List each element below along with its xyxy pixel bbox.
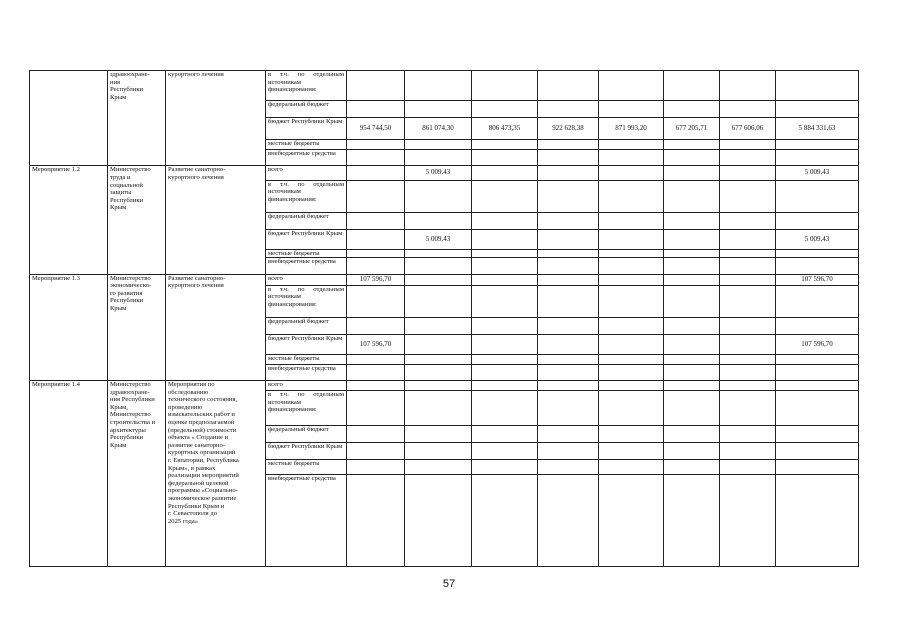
year-value-cell xyxy=(664,166,720,180)
year-value-cell xyxy=(472,391,538,426)
year-value-cell xyxy=(405,335,472,354)
year-value-cell xyxy=(538,285,599,317)
year-value-cell xyxy=(720,71,776,101)
year-value-cell xyxy=(405,140,472,150)
year-value-cell xyxy=(472,318,538,335)
year-value-cell xyxy=(472,230,538,249)
funding-source-label: внебюджетные средства xyxy=(266,258,347,274)
year-value-cell xyxy=(599,71,664,101)
year-value-cell xyxy=(538,391,599,426)
total-cell xyxy=(776,180,859,212)
funding-source-label: внебюджетные средства xyxy=(266,150,347,166)
year-value-cell xyxy=(405,258,472,274)
year-value-cell xyxy=(599,354,664,364)
year-value-cell xyxy=(664,180,720,212)
total-cell xyxy=(776,460,859,475)
year-value-cell xyxy=(347,101,405,117)
year-value-cell xyxy=(720,166,776,180)
event-cell: Мероприятие 1.4 xyxy=(30,381,108,567)
year-value-cell xyxy=(664,318,720,335)
event-title-cell: Развитие санаторно- курортного лечения xyxy=(166,166,266,274)
event-cell: Мероприятие 1.3 xyxy=(30,274,108,381)
year-value-cell xyxy=(720,150,776,166)
event-title-cell: Мероприятия по обследованию технического состояния, проведению изыскательских работ и оценке предполагаемой (предельной) стоимости объекта « Создание и развитие санаторно- курортных организаций г. Евпатории, Республика Крым», в рамках реализации мероприятий федеральной целевой программы «Социально- экономическое развитие Республики Крым и г. Севастополя до 2025 года» xyxy=(166,381,266,567)
year-value-cell xyxy=(664,443,720,460)
funding-source-label: бюджет Республики Крым xyxy=(266,335,347,354)
year-value-cell xyxy=(405,391,472,426)
year-value-cell xyxy=(664,381,720,391)
year-value-cell xyxy=(664,285,720,317)
year-value-cell xyxy=(405,274,472,285)
funding-source-label: федеральный бюджет xyxy=(266,425,347,442)
year-value-cell xyxy=(538,249,599,258)
year-value-cell xyxy=(538,274,599,285)
year-value-cell xyxy=(538,425,599,442)
year-value-cell xyxy=(664,258,720,274)
year-value-cell xyxy=(405,150,472,166)
year-value-cell xyxy=(538,258,599,274)
total-cell: 5 884 331,63 xyxy=(776,117,859,139)
table-row xyxy=(30,381,859,391)
year-value-cell xyxy=(720,285,776,317)
year-value-cell xyxy=(347,460,405,475)
funding-source-label: местные бюджеты xyxy=(266,140,347,150)
year-value-cell xyxy=(405,443,472,460)
total-cell xyxy=(776,150,859,166)
year-value-cell xyxy=(720,381,776,391)
year-value-cell xyxy=(538,443,599,460)
year-value-cell xyxy=(599,460,664,475)
total-cell xyxy=(776,71,859,101)
total-cell xyxy=(776,213,859,230)
year-value-cell: 677 205,71 xyxy=(664,117,720,139)
year-value-cell xyxy=(720,180,776,212)
year-value-cell xyxy=(538,180,599,212)
year-value-cell xyxy=(720,140,776,150)
year-value-cell xyxy=(472,140,538,150)
year-value-cell xyxy=(599,101,664,117)
funding-source-label: бюджет Республики Крым xyxy=(266,443,347,460)
year-value-cell xyxy=(347,381,405,391)
year-value-cell xyxy=(664,475,720,567)
year-value-cell xyxy=(405,180,472,212)
year-value-cell xyxy=(664,101,720,117)
total-cell: 5 009,43 xyxy=(776,166,859,180)
total-cell xyxy=(776,140,859,150)
funding-source-label: бюджет Республики Крым xyxy=(266,117,347,139)
year-value-cell xyxy=(472,381,538,391)
year-value-cell xyxy=(599,335,664,354)
year-value-cell xyxy=(405,285,472,317)
funding-source-label: местные бюджеты xyxy=(266,460,347,475)
year-value-cell xyxy=(405,101,472,117)
table-row xyxy=(30,274,859,285)
year-value-cell xyxy=(472,285,538,317)
year-value-cell: 922 628,38 xyxy=(538,117,599,139)
year-value-cell xyxy=(664,230,720,249)
event-cell: Мероприятие 1.2 xyxy=(30,166,108,274)
executor-cell: Министерство труда и социальной защиты Республики Крым xyxy=(108,166,166,274)
year-value-cell xyxy=(538,213,599,230)
year-value-cell xyxy=(538,364,599,380)
year-value-cell: 954 744,50 xyxy=(347,117,405,139)
year-value-cell xyxy=(720,318,776,335)
year-value-cell xyxy=(538,460,599,475)
year-value-cell xyxy=(720,258,776,274)
year-value-cell: 861 074,30 xyxy=(405,117,472,139)
total-cell: 107 596,70 xyxy=(776,335,859,354)
year-value-cell xyxy=(599,140,664,150)
funding-source-label: внебюджетные средства xyxy=(266,364,347,380)
total-cell xyxy=(776,101,859,117)
year-value-cell xyxy=(347,258,405,274)
funding-source-label: всего xyxy=(266,381,347,391)
year-value-cell xyxy=(720,364,776,380)
year-value-cell xyxy=(720,475,776,567)
year-value-cell: 871 993,20 xyxy=(599,117,664,139)
funding-source-label: в т.ч. по отдельным источникам финансирования: xyxy=(266,71,347,101)
year-value-cell xyxy=(599,285,664,317)
year-value-cell xyxy=(664,460,720,475)
year-value-cell xyxy=(664,150,720,166)
year-value-cell xyxy=(720,101,776,117)
funding-source-label: всего xyxy=(266,274,347,285)
funding-source-label: бюджет Республики Крым xyxy=(266,230,347,249)
year-value-cell xyxy=(664,140,720,150)
funding-source-label: всего xyxy=(266,166,347,180)
total-cell xyxy=(776,354,859,364)
year-value-cell xyxy=(347,318,405,335)
total-cell: 107 596,70 xyxy=(776,274,859,285)
year-value-cell xyxy=(538,140,599,150)
year-value-cell xyxy=(599,258,664,274)
page-number: 57 xyxy=(442,578,456,590)
year-value-cell xyxy=(347,150,405,166)
executor-cell: Министерство экономическо- го развития Республики Крым xyxy=(108,274,166,381)
year-value-cell xyxy=(472,101,538,117)
funding-source-label: федеральный бюджет xyxy=(266,213,347,230)
total-cell xyxy=(776,475,859,567)
year-value-cell xyxy=(472,364,538,380)
year-value-cell xyxy=(538,101,599,117)
total-cell: 5 009,43 xyxy=(776,230,859,249)
total-cell xyxy=(776,285,859,317)
year-value-cell xyxy=(664,335,720,354)
year-value-cell xyxy=(405,364,472,380)
year-value-cell xyxy=(472,354,538,364)
event-title-cell: курортного лечения xyxy=(166,71,266,166)
funding-source-label: местные бюджеты xyxy=(266,249,347,258)
year-value-cell xyxy=(538,475,599,567)
total-cell xyxy=(776,425,859,442)
year-value-cell xyxy=(720,391,776,426)
funding-source-label: внебюджетные средства xyxy=(266,475,347,567)
year-value-cell xyxy=(599,249,664,258)
funding-source-label: в т.ч. по отдельным источникам финансирования: xyxy=(266,180,347,212)
year-value-cell xyxy=(405,71,472,101)
year-value-cell xyxy=(472,274,538,285)
year-value-cell xyxy=(472,249,538,258)
year-value-cell xyxy=(599,391,664,426)
year-value-cell xyxy=(347,71,405,101)
table-row xyxy=(30,71,859,101)
year-value-cell xyxy=(472,150,538,166)
year-value-cell xyxy=(599,475,664,567)
year-value-cell xyxy=(347,391,405,426)
funding-source-label: федеральный бюджет xyxy=(266,318,347,335)
year-value-cell xyxy=(599,166,664,180)
year-value-cell xyxy=(347,230,405,249)
year-value-cell xyxy=(347,475,405,567)
funding-source-label: местные бюджеты xyxy=(266,354,347,364)
year-value-cell xyxy=(538,166,599,180)
year-value-cell: 107 596,70 xyxy=(347,335,405,354)
year-value-cell xyxy=(664,213,720,230)
year-value-cell xyxy=(347,364,405,380)
year-value-cell xyxy=(720,460,776,475)
year-value-cell xyxy=(538,354,599,364)
total-cell xyxy=(776,318,859,335)
year-value-cell xyxy=(720,249,776,258)
year-value-cell xyxy=(405,460,472,475)
event-cell xyxy=(30,71,108,166)
year-value-cell xyxy=(664,274,720,285)
year-value-cell xyxy=(599,425,664,442)
year-value-cell xyxy=(347,285,405,317)
year-value-cell: 806 473,35 xyxy=(472,117,538,139)
year-value-cell xyxy=(472,425,538,442)
year-value-cell xyxy=(664,425,720,442)
year-value-cell xyxy=(405,354,472,364)
year-value-cell xyxy=(664,364,720,380)
year-value-cell xyxy=(347,249,405,258)
year-value-cell xyxy=(472,258,538,274)
funding-source-label: в т.ч. по отдельным источникам финансирования: xyxy=(266,285,347,317)
year-value-cell xyxy=(664,354,720,364)
year-value-cell xyxy=(472,443,538,460)
budget-table xyxy=(29,70,859,567)
total-cell xyxy=(776,258,859,274)
year-value-cell xyxy=(599,443,664,460)
year-value-cell xyxy=(538,335,599,354)
year-value-cell xyxy=(599,230,664,249)
year-value-cell xyxy=(538,150,599,166)
year-value-cell: 5 009,43 xyxy=(405,230,472,249)
year-value-cell xyxy=(720,230,776,249)
year-value-cell xyxy=(405,213,472,230)
table-row xyxy=(30,166,859,180)
year-value-cell xyxy=(472,460,538,475)
total-cell xyxy=(776,381,859,391)
year-value-cell xyxy=(599,213,664,230)
year-value-cell xyxy=(347,180,405,212)
year-value-cell xyxy=(599,364,664,380)
year-value-cell xyxy=(472,335,538,354)
funding-source-label: в т.ч. по отдельным источникам финансирования: xyxy=(266,391,347,426)
year-value-cell xyxy=(347,140,405,150)
year-value-cell xyxy=(405,381,472,391)
year-value-cell xyxy=(472,180,538,212)
year-value-cell xyxy=(720,443,776,460)
year-value-cell xyxy=(664,249,720,258)
year-value-cell: 677 606,06 xyxy=(720,117,776,139)
executor-cell: здравоохране- ния Республики Крым xyxy=(108,71,166,166)
year-value-cell xyxy=(664,71,720,101)
year-value-cell xyxy=(347,213,405,230)
year-value-cell xyxy=(405,425,472,442)
total-cell xyxy=(776,391,859,426)
year-value-cell xyxy=(347,425,405,442)
year-value-cell xyxy=(347,354,405,364)
year-value-cell xyxy=(538,318,599,335)
total-cell xyxy=(776,364,859,380)
year-value-cell xyxy=(472,71,538,101)
year-value-cell xyxy=(347,166,405,180)
year-value-cell xyxy=(720,335,776,354)
year-value-cell: 5 009,43 xyxy=(405,166,472,180)
year-value-cell xyxy=(538,230,599,249)
year-value-cell xyxy=(472,475,538,567)
year-value-cell xyxy=(599,150,664,166)
executor-cell: Министерство здравоохране- ния Республики Крым, Министерство строительства и архитектуры Республики Крым xyxy=(108,381,166,567)
year-value-cell xyxy=(599,318,664,335)
year-value-cell xyxy=(538,381,599,391)
total-cell xyxy=(776,249,859,258)
year-value-cell xyxy=(599,180,664,212)
year-value-cell xyxy=(599,381,664,391)
year-value-cell xyxy=(664,391,720,426)
year-value-cell xyxy=(347,443,405,460)
year-value-cell xyxy=(720,425,776,442)
year-value-cell: 107 596,70 xyxy=(347,274,405,285)
year-value-cell xyxy=(405,475,472,567)
event-title-cell: Развитие санаторно- курортного лечения xyxy=(166,274,266,381)
year-value-cell xyxy=(472,166,538,180)
year-value-cell xyxy=(720,354,776,364)
total-cell xyxy=(776,443,859,460)
year-value-cell xyxy=(599,274,664,285)
year-value-cell xyxy=(720,213,776,230)
year-value-cell xyxy=(405,249,472,258)
funding-source-label: федеральный бюджет xyxy=(266,101,347,117)
year-value-cell xyxy=(538,71,599,101)
year-value-cell xyxy=(405,318,472,335)
year-value-cell xyxy=(720,274,776,285)
year-value-cell xyxy=(472,213,538,230)
